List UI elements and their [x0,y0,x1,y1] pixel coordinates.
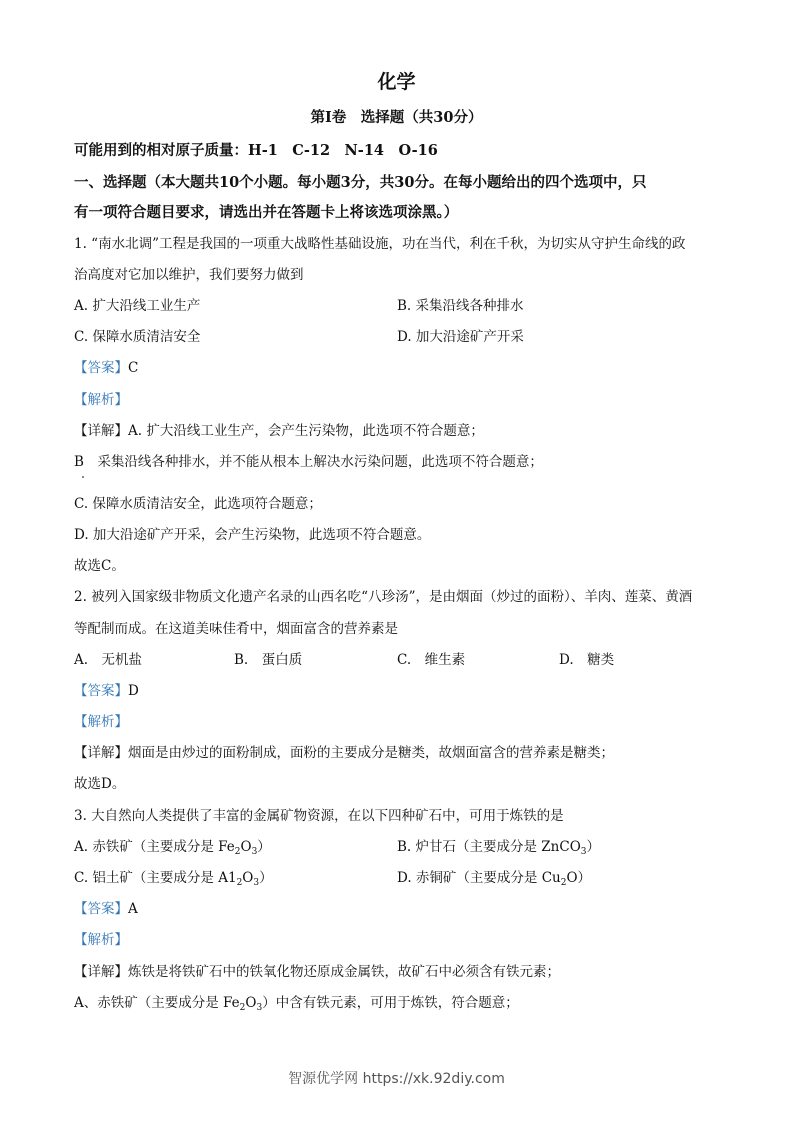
q2-stem-line1: 2. 被列入国家级非物质文化遗产名录的山西名吃“八珍汤”，是由烟面（炒过的面粉）、羊肉、莲菜、黄酒 [74,589,693,605]
q2-option-b: B. 蛋白质 [234,652,303,668]
answer-tag: 【答案】 [74,360,128,376]
q3-detail-line1 [74,962,560,982]
q2-detail-line1 [74,743,614,763]
q1-answer [74,358,138,378]
answer-value: C [128,360,139,376]
detail-tag: 【详解】 [74,423,128,439]
detail-text: A. 扩大沿线工业生产，会产生污染物，此选项不符合题意； [128,423,484,439]
atomic-masses: 可能用到的相对原子质量：H-1 C-12 N-14 O-16 [74,142,438,159]
q1-option-d: D. 加大沿途矿产开采 [397,329,524,345]
q2-stem-line2: 等配制而成。在这道美味佳肴中，烟面富含的营养素是 [74,621,398,637]
part1-heading-line2: 有一项符合题目要求，请选出并在答题卡上将该选项涂黑。） [74,204,459,221]
answer-value: D [128,683,139,699]
q1-detail-line3: C. 保障水质清洁安全，此选项符合题意； [74,496,322,512]
q3-stem: 3. 大自然向人类提供了丰富的金属矿物资源，在以下四种矿石中，可用于炼铁的是 [74,808,564,824]
q3-answer [74,899,138,919]
q1-detail-line4: D. 加大沿途矿产开采，会产生污染物，此选项不符合题意。 [74,527,431,543]
section-title: 第Ⅰ卷 选择题（共30分） [310,109,483,126]
detail-tag: 【详解】 [74,745,128,761]
answer-tag: 【答案】 [74,901,128,917]
q3-detail-line2: A、赤铁矿（主要成分是 $Fe_2O_3$）中含有铁元素，可用于炼铁，符合题意； [74,995,519,1013]
q1-detail-line2: B 采集沿线各种排水，并不能从根本上解决水污染问题，此选项不符合题意； [74,454,543,470]
detail-text: 炼铁是将铁矿石中的铁氧化物还原成金属铁，故矿石中必须含有铁元素； [128,964,560,980]
q1-detail-line1 [74,421,484,441]
stray-dot [82,476,84,478]
q3-analysis-tag: 【解析】 [74,932,128,948]
q1-option-a: A. 扩大沿线工业生产 [74,298,201,314]
answer-tag: 【答案】 [74,683,128,699]
q1-analysis-tag: 【解析】 [74,392,128,408]
q1-conclusion: 故选C。 [74,558,125,574]
q3-option-d: D. 赤铜矿（主要成分是 $Cu_2O$） [397,870,592,888]
q3-option-b: B. 炉甘石（主要成分是 ZnCO$_3$） [397,839,601,857]
q3-option-a: A. 赤铁矿（主要成分是 $Fe_2O_3$） [74,839,271,857]
q1-option-b: B. 采集沿线各种排水 [397,298,524,314]
part1-heading-line1: 一、选择题（本大题共10个小题。每小题3分，共30分。在每小题给出的四个选项中，只 [74,174,647,191]
q2-option-c: C. 维生素 [397,652,466,668]
detail-text: 烟面是由炒过的面粉制成，面粉的主要成分是糖类，故烟面富含的营养素是糖类； [128,745,614,761]
q2-answer [74,681,139,701]
detail-tag: 【详解】 [74,964,128,980]
q2-analysis-tag: 【解析】 [74,714,128,730]
answer-value: A [128,901,138,917]
q2-conclusion: 故选D。 [74,776,126,792]
q1-stem-line2: 治高度对它加以维护，我们要努力做到 [74,267,304,283]
q2-option-d: D. 糖类 [559,652,615,668]
q3-option-c: C. 铝土矿（主要成分是 $A1_2O_3$） [74,870,273,888]
q1-option-c: C. 保障水质清洁安全 [74,329,201,345]
footer-watermark-link[interactable]: 智源优学网 https://xk.92diy.com [288,1071,505,1087]
q1-stem-line1: 1. “南水北调”工程是我国的一项重大战略性基础设施，功在当代，利在千秋，为切实从守护生命线的政 [74,236,686,252]
page-title: 化学 [377,71,416,93]
q2-option-a: A. 无机盐 [74,652,143,668]
